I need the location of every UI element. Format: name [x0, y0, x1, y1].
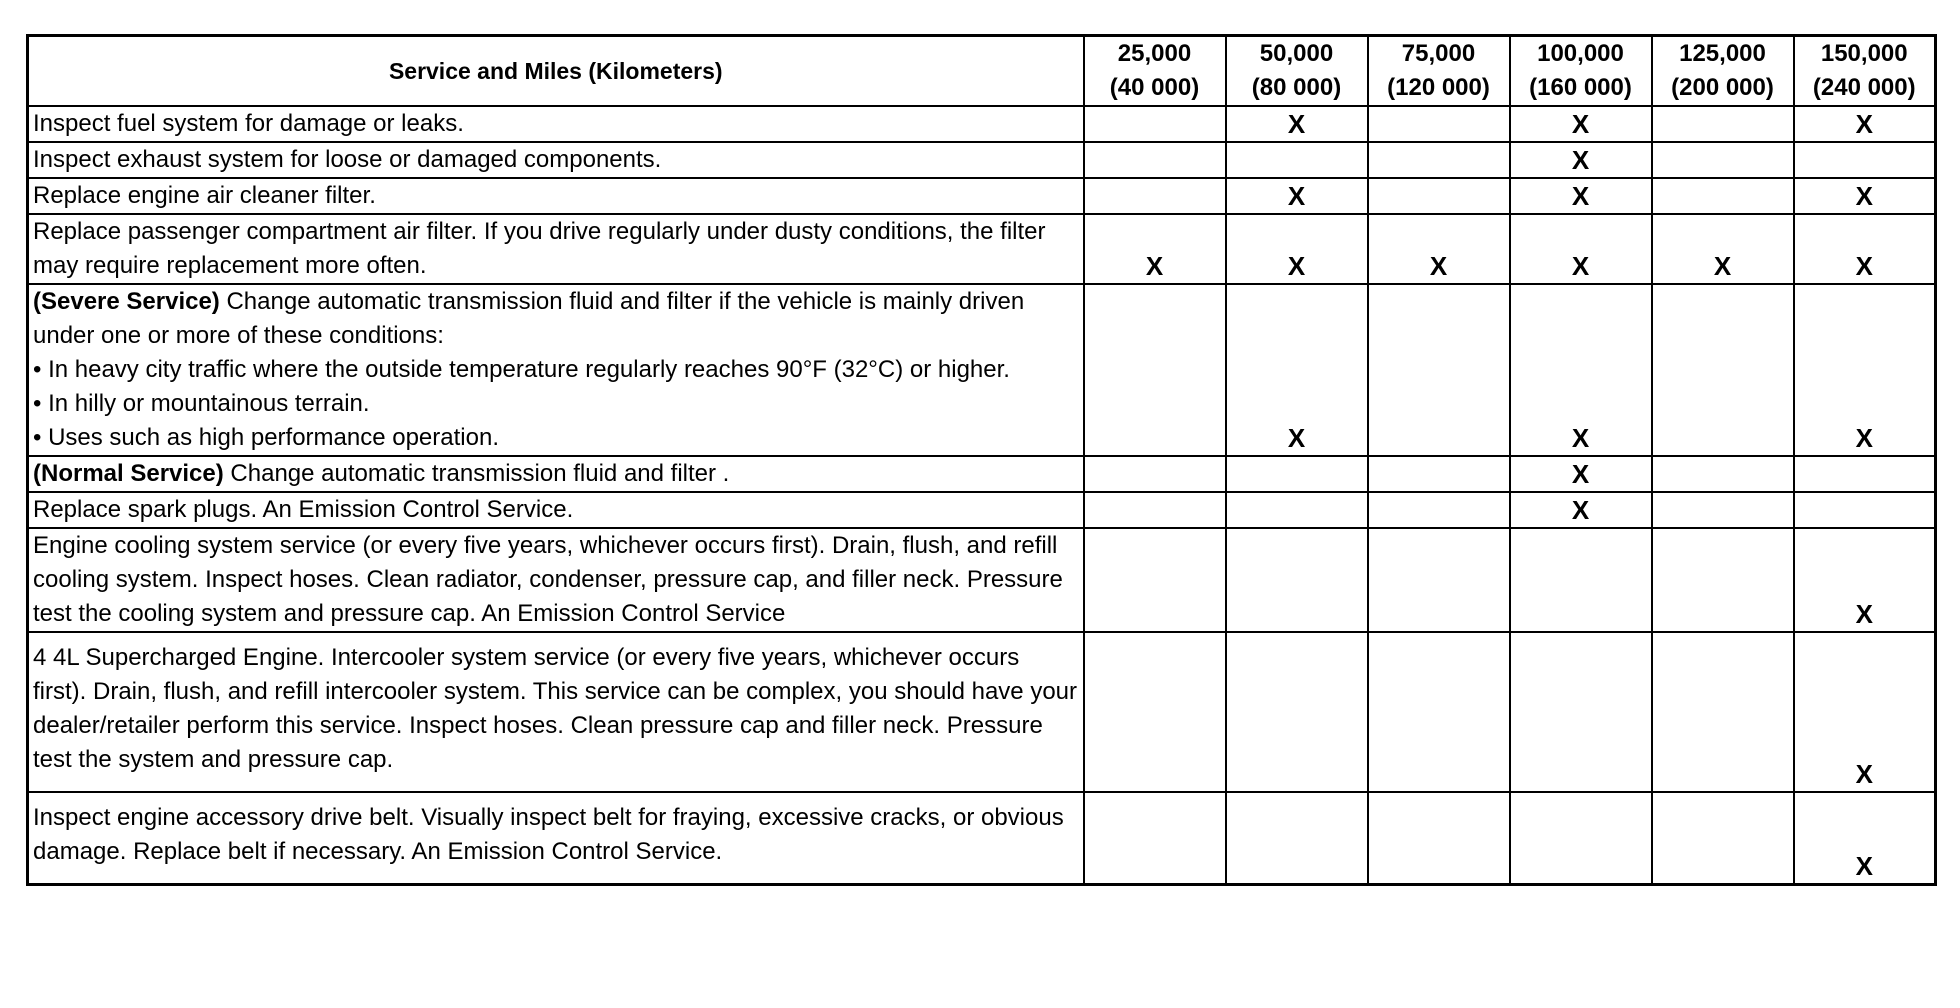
interval-miles: 75,000	[1401, 40, 1476, 67]
interval-mark: X	[1368, 214, 1510, 284]
interval-mark	[1226, 792, 1368, 885]
interval-miles: 100,000	[1537, 40, 1624, 67]
interval-mark	[1368, 528, 1510, 632]
service-description	[28, 492, 1084, 528]
interval-mark	[1368, 178, 1510, 214]
interval-km: (160 000)	[1529, 74, 1632, 101]
table-row	[28, 178, 1936, 214]
description-line	[33, 107, 1079, 141]
description-line	[33, 457, 1079, 491]
interval-mark: X	[1226, 106, 1368, 142]
interval-mark: X	[1794, 178, 1936, 214]
table-row	[28, 456, 1936, 492]
service-description	[28, 456, 1084, 492]
description-text: Inspect engine accessory drive belt. Visually inspect belt for fraying, excessive cracks, or obvious damage. Replace belt if necessary. An Emission Control Service.	[33, 804, 1064, 865]
description-text: Change automatic transmission fluid and filter .	[223, 460, 730, 487]
description-text: Change automatic transmission fluid and filter if the vehicle is mainly driven under one or more of these conditions:	[33, 288, 1025, 349]
interval-mark	[1368, 492, 1510, 528]
interval-mark	[1652, 492, 1794, 528]
interval-header	[1652, 36, 1794, 107]
description-line	[33, 353, 1079, 387]
interval-mark: X	[1794, 792, 1936, 885]
interval-km: (40 000)	[1109, 74, 1200, 101]
description-line	[33, 641, 1079, 777]
table-row	[28, 214, 1936, 284]
interval-mark	[1084, 178, 1226, 214]
table-row	[28, 792, 1936, 885]
interval-header	[1368, 36, 1510, 107]
interval-mark	[1084, 492, 1226, 528]
interval-miles: 25,000	[1117, 40, 1192, 67]
interval-mark: X	[1794, 106, 1936, 142]
service-column-header: Service and Miles (Kilometers)	[28, 36, 1084, 107]
interval-header	[1510, 36, 1652, 107]
interval-mark	[1652, 792, 1794, 885]
interval-mark	[1084, 456, 1226, 492]
interval-mark: X	[1652, 214, 1794, 284]
interval-mark	[1652, 142, 1794, 178]
interval-mark	[1652, 456, 1794, 492]
interval-mark	[1226, 492, 1368, 528]
service-description	[28, 214, 1084, 284]
interval-km: (80 000)	[1251, 74, 1342, 101]
interval-mark	[1084, 106, 1226, 142]
interval-mark: X	[1084, 214, 1226, 284]
header-row	[28, 36, 1936, 107]
table-row	[28, 632, 1936, 792]
maintenance-schedule	[26, 34, 1934, 886]
description-line	[33, 801, 1079, 869]
interval-mark	[1368, 142, 1510, 178]
maintenance-table	[26, 34, 1937, 886]
interval-mark: X	[1226, 284, 1368, 456]
interval-mark	[1652, 528, 1794, 632]
service-description	[28, 178, 1084, 214]
description-text: • Uses such as high performance operation.	[33, 424, 499, 451]
service-description	[28, 142, 1084, 178]
service-description	[28, 792, 1084, 885]
description-line	[33, 421, 1079, 455]
interval-mark	[1084, 632, 1226, 792]
service-description	[28, 284, 1084, 456]
description-line	[33, 285, 1079, 353]
interval-mark	[1368, 792, 1510, 885]
description-text: • In hilly or mountainous terrain.	[33, 390, 370, 417]
interval-km: (120 000)	[1387, 74, 1490, 101]
table-row	[28, 106, 1936, 142]
interval-mark	[1510, 632, 1652, 792]
description-line	[33, 179, 1079, 213]
interval-mark: X	[1510, 106, 1652, 142]
description-text: 4 4L Supercharged Engine. Intercooler system service (or every five years, whichever occurs first). Drain, flush, and refill intercooler system. This service can be complex, you should have your dealer/retailer perform this service. Inspect hoses. Clean pressure cap and filler neck. Pressure test the system and pressure cap.	[33, 644, 1077, 773]
interval-mark: X	[1226, 178, 1368, 214]
interval-miles: 50,000	[1259, 40, 1334, 67]
interval-km: (240 000)	[1812, 74, 1916, 101]
table-row	[28, 528, 1936, 632]
description-line	[33, 529, 1079, 631]
interval-mark	[1794, 492, 1936, 528]
description-line	[33, 493, 1079, 527]
description-text: Inspect fuel system for damage or leaks.	[33, 110, 464, 137]
interval-mark: X	[1510, 456, 1652, 492]
interval-mark: X	[1510, 492, 1652, 528]
interval-mark	[1368, 284, 1510, 456]
interval-mark	[1226, 142, 1368, 178]
interval-mark	[1084, 528, 1226, 632]
interval-mark	[1226, 528, 1368, 632]
interval-header	[1794, 36, 1936, 107]
service-type-label: (Severe Service)	[33, 288, 220, 315]
table-body	[28, 106, 1936, 885]
description-text: Replace engine air cleaner filter.	[33, 182, 376, 209]
interval-mark: X	[1794, 214, 1936, 284]
interval-mark: X	[1226, 214, 1368, 284]
interval-mark	[1510, 792, 1652, 885]
description-text: Replace spark plugs. An Emission Control Service.	[33, 496, 574, 523]
interval-mark	[1794, 456, 1936, 492]
interval-mark	[1652, 178, 1794, 214]
description-line	[33, 215, 1079, 283]
interval-miles: 125,000	[1679, 40, 1766, 67]
interval-mark	[1226, 632, 1368, 792]
interval-mark	[1368, 456, 1510, 492]
interval-mark	[1084, 792, 1226, 885]
table-row	[28, 492, 1936, 528]
description-text: • In heavy city traffic where the outside temperature regularly reaches 90°F (32°C) or higher.	[33, 356, 1010, 383]
service-type-label: (Normal Service)	[33, 460, 224, 487]
interval-mark: X	[1510, 284, 1652, 456]
interval-mark: X	[1794, 284, 1936, 456]
table-row	[28, 142, 1936, 178]
interval-mark: X	[1794, 528, 1936, 632]
service-description	[28, 528, 1084, 632]
interval-mark	[1794, 142, 1936, 178]
description-text: Inspect exhaust system for loose or damaged components.	[33, 146, 662, 173]
service-description	[28, 632, 1084, 792]
interval-mark	[1368, 106, 1510, 142]
interval-mark: X	[1510, 142, 1652, 178]
interval-header	[1226, 36, 1368, 107]
interval-mark	[1652, 632, 1794, 792]
interval-mark	[1652, 284, 1794, 456]
interval-mark: X	[1510, 178, 1652, 214]
table-row	[28, 284, 1936, 456]
interval-miles: 150,000	[1820, 40, 1908, 67]
interval-mark: X	[1794, 632, 1936, 792]
interval-mark	[1510, 528, 1652, 632]
interval-mark	[1652, 106, 1794, 142]
description-text: Replace passenger compartment air filter. If you drive regularly under dusty conditions, the filter may require replacement more often.	[33, 218, 1046, 279]
interval-header	[1084, 36, 1226, 107]
interval-mark	[1226, 456, 1368, 492]
interval-mark	[1084, 142, 1226, 178]
description-line	[33, 143, 1079, 177]
description-line	[33, 387, 1079, 421]
interval-mark	[1084, 284, 1226, 456]
service-description	[28, 106, 1084, 142]
interval-mark: X	[1510, 214, 1652, 284]
interval-mark	[1368, 632, 1510, 792]
description-text: Engine cooling system service (or every five years, whichever occurs first). Drain, flush, and refill cooling system. Inspect hoses. Clean radiator, condenser, pressure cap, and filler neck. Pressure test the cooling system and pressure cap. An Emission Control Service	[33, 532, 1063, 627]
interval-km: (200 000)	[1671, 74, 1774, 101]
